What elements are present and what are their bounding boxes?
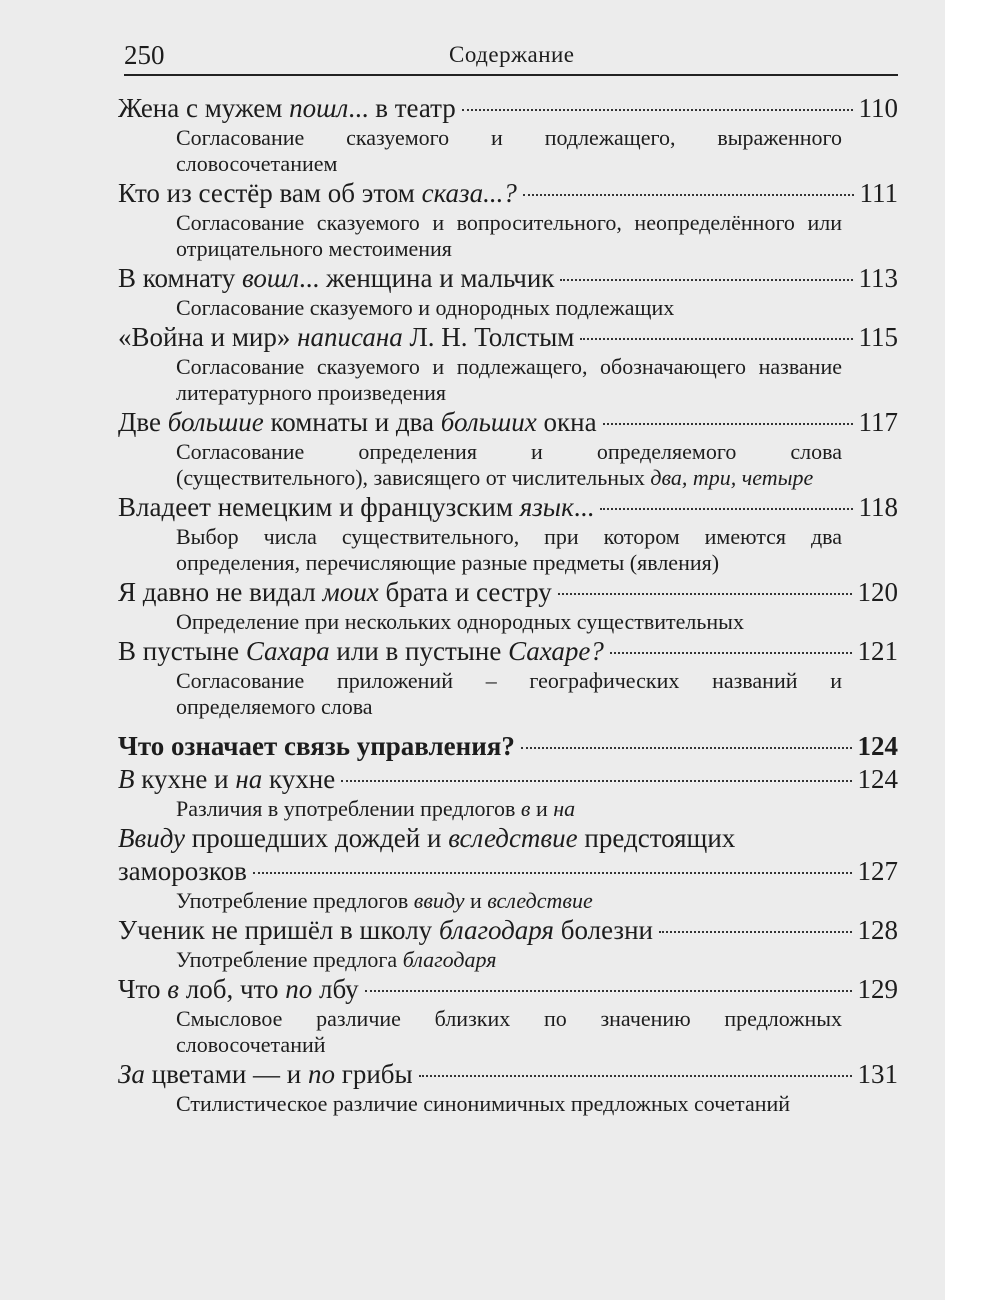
page-number: 250 <box>124 40 165 70</box>
section-title: Что означает связь управления? <box>118 731 515 761</box>
toc-entry-title: Две большие комнаты и два больших окна <box>118 407 597 437</box>
toc-page-number: 127 <box>857 856 898 886</box>
toc-page-number: 113 <box>858 263 898 293</box>
dot-leader <box>560 279 852 281</box>
toc-entry <box>118 914 898 973</box>
toc-page-number: 110 <box>858 93 898 123</box>
dot-leader <box>523 194 854 196</box>
toc-entry-description: Различия в употреблении предлогов в и на <box>176 796 576 821</box>
dot-leader <box>659 931 852 933</box>
toc-entry <box>118 635 898 720</box>
dot-leader <box>610 652 852 654</box>
dot-leader <box>580 338 852 340</box>
toc-entry <box>118 973 898 1058</box>
toc-page-number: 124 <box>857 764 898 794</box>
toc-entry-description: Согласование приложений – географических названий и определяемого слова <box>176 668 842 719</box>
dot-leader <box>603 423 853 425</box>
toc-section-heading <box>118 730 898 763</box>
toc-entry-title-cont: заморозков <box>118 856 247 886</box>
toc-page-number: 111 <box>859 178 898 208</box>
toc-page-number: 120 <box>857 577 898 607</box>
toc-entry-description: Выбор числа существительного, при котором имеются два определения, перечисляющие разные предметы (явления) <box>176 524 842 575</box>
toc-page-number: 124 <box>857 731 898 761</box>
toc-entry-description: Употребление предлогов ввиду и вследствие <box>176 888 593 913</box>
toc-entry-title: В комнату вошл... женщина и мальчик <box>118 263 555 293</box>
dot-leader <box>341 780 851 782</box>
running-title: Содержание <box>449 42 575 67</box>
dot-leader <box>365 990 852 992</box>
toc-entry-description: Согласование сказуемого и вопросительного, неопределённого или отрицательного местоимения <box>176 210 842 261</box>
toc-entry <box>118 822 898 914</box>
toc-entry-title: Ввиду прошедших дождей и вследствие предстоящих <box>118 823 736 853</box>
toc-entry-title: Ученик не пришёл в школу благодаря болезни <box>118 915 653 945</box>
toc-entry-title: В пустыне Сахара или в пустыне Сахаре? <box>118 636 604 666</box>
toc-entry <box>118 406 898 491</box>
toc-entry-description: Стилистическое различие синонимичных предложных сочетаний <box>176 1091 791 1116</box>
toc-entry-title: Владеет немецким и французским язык... <box>118 492 594 522</box>
toc-page-number: 128 <box>857 915 898 945</box>
page-margin <box>945 0 1000 1300</box>
dot-leader <box>600 508 853 510</box>
toc-page-number: 118 <box>858 492 898 522</box>
toc-entry-description: Согласование сказуемого и однородных подлежащих <box>176 295 675 320</box>
toc-entry-description: Употребление предлога благодаря <box>176 947 497 972</box>
toc-page-number: 129 <box>857 974 898 1004</box>
dot-leader <box>253 872 852 874</box>
toc-page-number: 115 <box>858 322 898 352</box>
toc-entry-description: Согласование сказуемого и подлежащего, обозначающего название литературного произведения <box>176 354 842 405</box>
toc-entry-description: Согласование определения и определяемого слова (существительного), зависящего от числительных два, три, четыре <box>176 439 842 490</box>
toc-entry-title: Кто из сестёр вам об этом сказа...? <box>118 178 517 208</box>
dot-leader <box>558 593 852 595</box>
toc-entry <box>118 92 898 177</box>
toc-entry-title: В кухне и на кухне <box>118 764 336 794</box>
dot-leader <box>419 1075 852 1077</box>
toc-entry-title: Я давно не видал моих брата и сестру <box>118 577 552 607</box>
toc-entry <box>118 491 898 576</box>
toc-page-number: 121 <box>857 636 898 666</box>
toc-entry <box>118 1058 898 1117</box>
toc-entry-description: Смысловое различие близких по значению предложных словосочетаний <box>176 1006 842 1057</box>
toc-entry <box>118 576 898 635</box>
toc-entry-description: Согласование сказуемого и подлежащего, выраженного словосочетанием <box>176 125 842 176</box>
toc-entry-title: Что в лоб, что по лбу <box>118 974 359 1004</box>
toc-page-number: 131 <box>857 1059 898 1089</box>
toc-entry-description: Определение при нескольких однородных существительных <box>176 609 744 634</box>
toc-entry-title: «Война и мир» написана Л. Н. Толстым <box>118 322 575 352</box>
table-of-contents <box>118 92 898 1117</box>
toc-entry <box>118 177 898 262</box>
toc-entry <box>118 321 898 406</box>
toc-entry <box>118 262 898 321</box>
dot-leader <box>462 109 853 111</box>
toc-entry-title: Жена с мужем пошл... в театр <box>118 93 456 123</box>
toc-page-number: 117 <box>858 407 898 437</box>
header-rule <box>124 74 898 76</box>
toc-entry-title: За цветами — и по грибы <box>118 1059 413 1089</box>
dot-leader <box>521 747 852 749</box>
page-header <box>124 38 900 78</box>
toc-entry <box>118 763 898 822</box>
